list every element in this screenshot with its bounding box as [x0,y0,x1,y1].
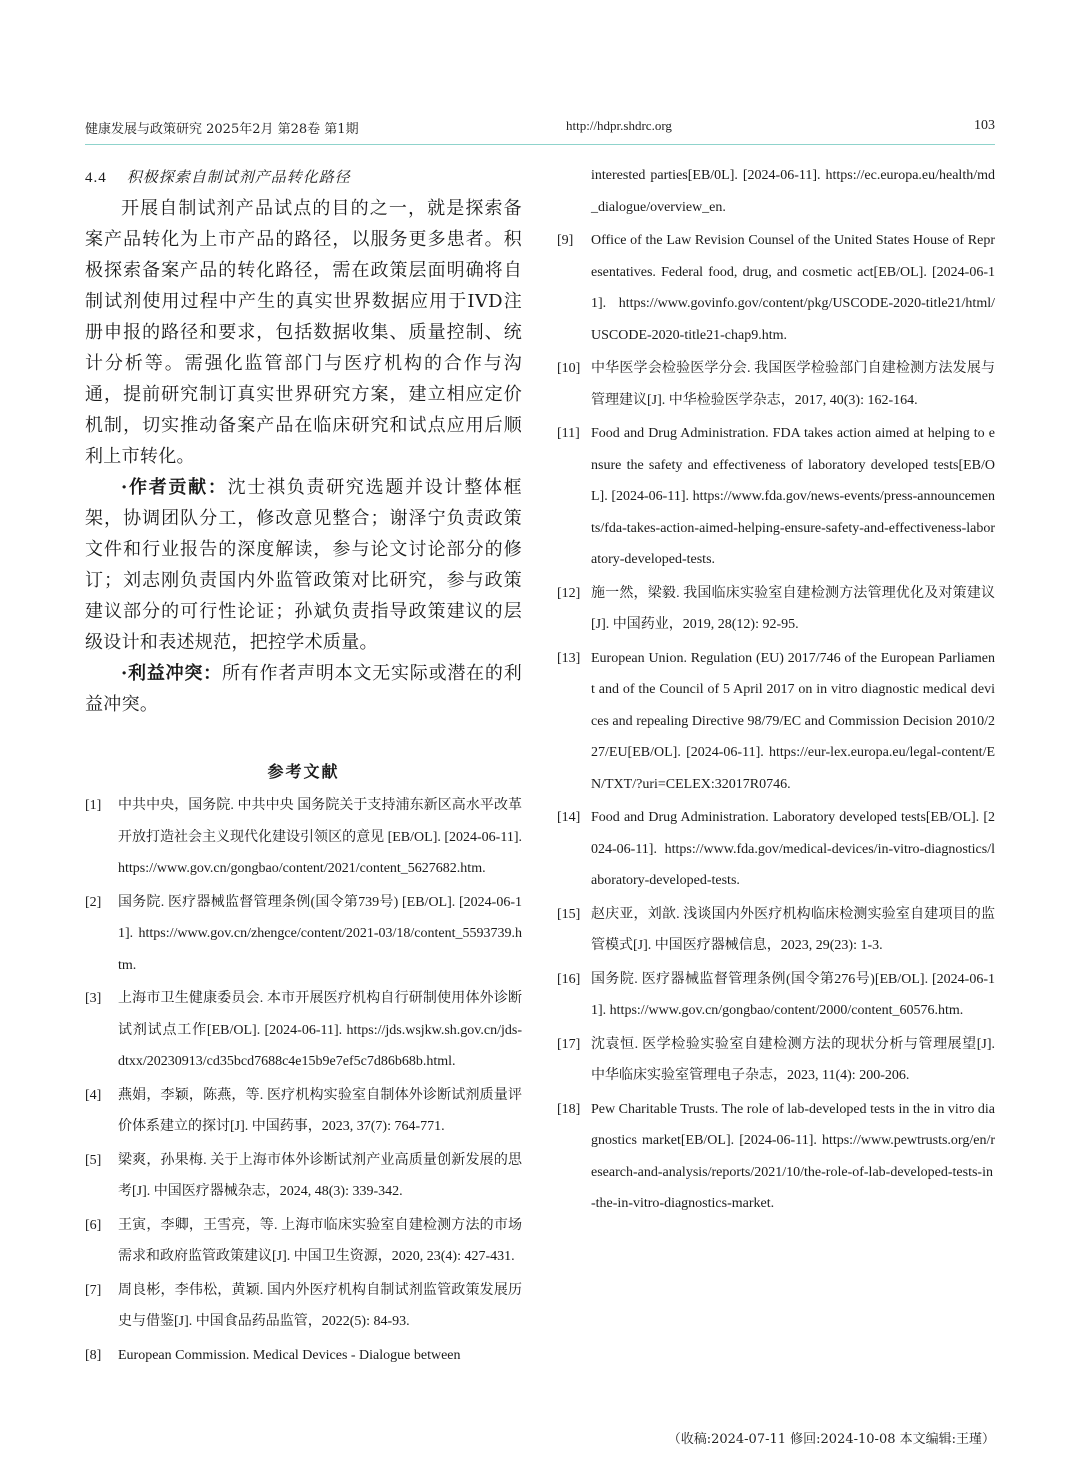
reference-item [85,790,522,885]
reference-number: [15] [557,906,581,922]
reference-text: Food and Drug Administration. FDA takes action aimed at helping to ensure the safety and effectiveness of laboratory developed tests[EB/OL]. [2024-06-11]. https://www.fda.gov/news-events/press-announcements/fda-takes-action-aimed-helping-ensure-safety-and-effectiveness-laboratory-developed-tests. [591,426,995,567]
reference-number: [9] [557,233,574,248]
page-number: 103 [974,118,995,133]
section-number: 4.4 [85,170,107,186]
section-paragraph: 开展自制试剂产品试点的目的之一，就是探索备案产品转化为上市产品的路径，以服务更多患者。积极探索备案产品的转化路径，需在政策层面明确将自制试剂使用过程中产生的真实世界数据应用于IVD注册申报的路径和要求，包括数据收集、质量控制、统计分析等。需强化监管部门与医疗机构的合作与沟通，提前研究制订真实世界研究方案，建立相应定价机制，切实推动备案产品在临床研究和试点应用后顺利上市转化。 [85,198,522,467]
left-column [85,160,522,1373]
receipt-note: （收稿:2024-07-11 修回:2024-10-08 本文编辑:王瑾） [667,1432,995,1447]
author-contribution [85,472,522,658]
reference-item [85,983,522,1078]
reference-item [557,353,995,416]
reference-item [557,802,995,897]
reference-item [557,1029,995,1092]
reference-item [85,1080,522,1143]
reference-number: [1] [85,798,102,813]
reference-number: [7] [85,1282,102,1298]
reference-number: [8] [85,1347,102,1363]
reference-item [85,1210,522,1273]
reference-text: 国务院. 医疗器械监督管理条例(国令第276号)[EB/OL]. [2024-06-11]. https://www.gov.cn/gongbao/content/2000/content_60576.htm. [591,971,995,1018]
reference-item [85,1340,522,1372]
contribution-text: 沈士祺负责研究选题并设计整体框架，协调团队分工，修改意见整合；谢泽宁负责政策文件和行业报告的深度解读，参与论文讨论部分的修订；刘志刚负责国内外监管政策对比研究，参与政策建议部分的可行性论证；孙斌负责指导政策建议的层级设计和表述规范，把控学术质量。 [85,477,522,653]
reference-item [557,899,995,962]
reference-text: 沈袁恒. 医学检验实验室自建检测方法的现状分析与管理展望[J]. 中华临床实验室管理电子杂志，2023, 11(4): 200-206. [591,1036,995,1083]
contribution-label: ·作者贡献： [121,477,228,498]
references-title: 参考文献 [267,762,340,781]
reference-text: European Commission. Medical Devices - Dialogue between [118,1347,461,1363]
reference-number: [16] [557,971,581,987]
reference-number: [12] [557,585,581,601]
journal-url[interactable]: http://hdpr.shdrc.org [566,118,672,133]
reference-number: [18] [557,1101,581,1117]
coi-text: 所有作者声明本文无实际或潜在的利益冲突。 [85,663,522,715]
reference-text: European Union. Regulation (EU) 2017/746 of the European Parliament and of the Council of 5 April 2017 on in vitro diagnostic medical devices and repealing Directive 98/79/EC and Commission Decision 2010/227/EU[EB/OL]. [2024-06-11]. https://eur-lex.europa.eu/legal-content/EN/TXT/?uri=CELEX:32017R0746. [591,650,995,792]
reference-text: 上海市卫生健康委员会. 本市开展医疗机构自行研制使用体外诊断试剂试点工作[EB/OL]. [2024-06-11]. https://jds.wsjkw.sh.gov.cn/jds-dtxx/20230913/cd35bcd7688c4e15b9e7ef5c7d86b68b.html. [118,991,522,1069]
reference-item [557,964,995,1027]
reference-text: 王寅，李卿，王雪亮，等. 上海市临床实验室自建检测方法的市场需求和政府监管政策建议[J]. 中国卫生资源，2020, 23(4): 427-431. [118,1217,522,1264]
conflict-of-interest [85,658,522,720]
section-title: 积极探索自制试剂产品转化路径 [126,168,351,186]
references-list-left [85,790,522,1371]
reference-number: [6] [85,1217,102,1233]
reference-text: 燕娟，李颖，陈燕，等. 医疗机构实验室自制体外诊断试剂质量评价体系建立的探讨[J]. 中国药事，2023, 37(7): 764-771. [118,1087,522,1134]
reference-item [557,225,995,351]
reference-number: [11] [557,426,580,441]
reference-text: 周良彬，李伟松，黄颖. 国内外医疗机构自制试剂监管政策发展历史与借鉴[J]. 中国食品药品监管，2022(5): 84-93. [118,1282,522,1329]
reference-text: 中共中央，国务院. 中共中央 国务院关于支持浦东新区高水平改革开放打造社会主义现代化建设引领区的意见 [EB/OL]. [2024-06-11]. https://www.gov.cn/gongbao/content/2021/content_5627682.htm. [118,798,522,876]
reference-item [557,643,995,801]
reference-number: [5] [85,1152,102,1168]
reference-item [85,887,522,982]
references-list-right [557,225,995,1220]
coi-label: ·利益冲突： [121,663,222,684]
reference-number: [4] [85,1087,102,1103]
reference-item [557,578,995,641]
reference-text: 赵庆亚，刘歆. 浅谈国内外医疗机构临床检测实验室自建项目的监管模式[J]. 中国医疗器械信息，2023, 29(23): 1-3. [591,906,995,953]
reference-text: 国务院. 医疗器械监督管理条例(国令第739号) [EB/OL]. [2024-06-11]. https://www.gov.cn/zhengce/content/2021-03/18/content_5593739.htm. [118,894,522,973]
reference-item [85,1145,522,1208]
reference-number: [3] [85,991,102,1006]
reference-text: 梁爽，孙果梅. 关于上海市体外诊断试剂产业高质量创新发展的思考[J]. 中国医疗器械杂志，2024, 48(3): 339-342. [118,1152,522,1199]
reference-number: [10] [557,361,581,376]
reference-number: [17] [557,1036,581,1052]
reference-text: Food and Drug Administration. Laboratory developed tests[EB/OL]. [2024-06-11]. https://www.fda.gov/medical-devices/in-vitro-diagnostics/laboratory-developed-tests. [591,810,995,888]
reference-text: 中华医学会检验医学分会. 我国医学检验部门自建检测方法发展与管理建议[J]. 中华检验医学杂志，2017, 40(3): 162-164. [591,361,995,408]
journal-info: 健康发展与政策研究 2025年2月 第28卷 第1期 [85,122,359,137]
reference-number: [2] [85,894,102,910]
reference-text: 施一然，梁毅. 我国临床实验室自建检测方法管理优化及对策建议[J]. 中国药业，2019, 28(12): 92-95. [591,585,995,632]
right-column [557,160,995,1222]
running-header [85,116,995,145]
reference-text: Office of the Law Revision Counsel of the United States House of Representatives. Federal food, drug, and cosmetic act[EB/OL]. [2024-06-11]. https://www.govinfo.gov/content/pkg/USCODE-2020-title21/html/USCODE-2020-title21-chap9.htm. [591,233,995,343]
reference-number: [14] [557,810,581,825]
ref-8-continuation: interested parties[EB/0L]. [2024-06-11]. https://ec.europa.eu/health/md_dialogue/overview_en. [591,168,995,215]
section-heading [85,162,522,193]
reference-item [557,418,995,576]
reference-item [85,1275,522,1338]
reference-number: [13] [557,650,581,666]
reference-text: Pew Charitable Trusts. The role of lab-developed tests in the in vitro diagnostics market[EB/OL]. [2024-06-11]. https://www.pewtrusts.org/en/research-and-analysis/reports/2021/10/the-role-of-lab-developed-tests-in-the-in-vitro-diagnostics-market. [591,1101,995,1211]
reference-item [557,1094,995,1220]
